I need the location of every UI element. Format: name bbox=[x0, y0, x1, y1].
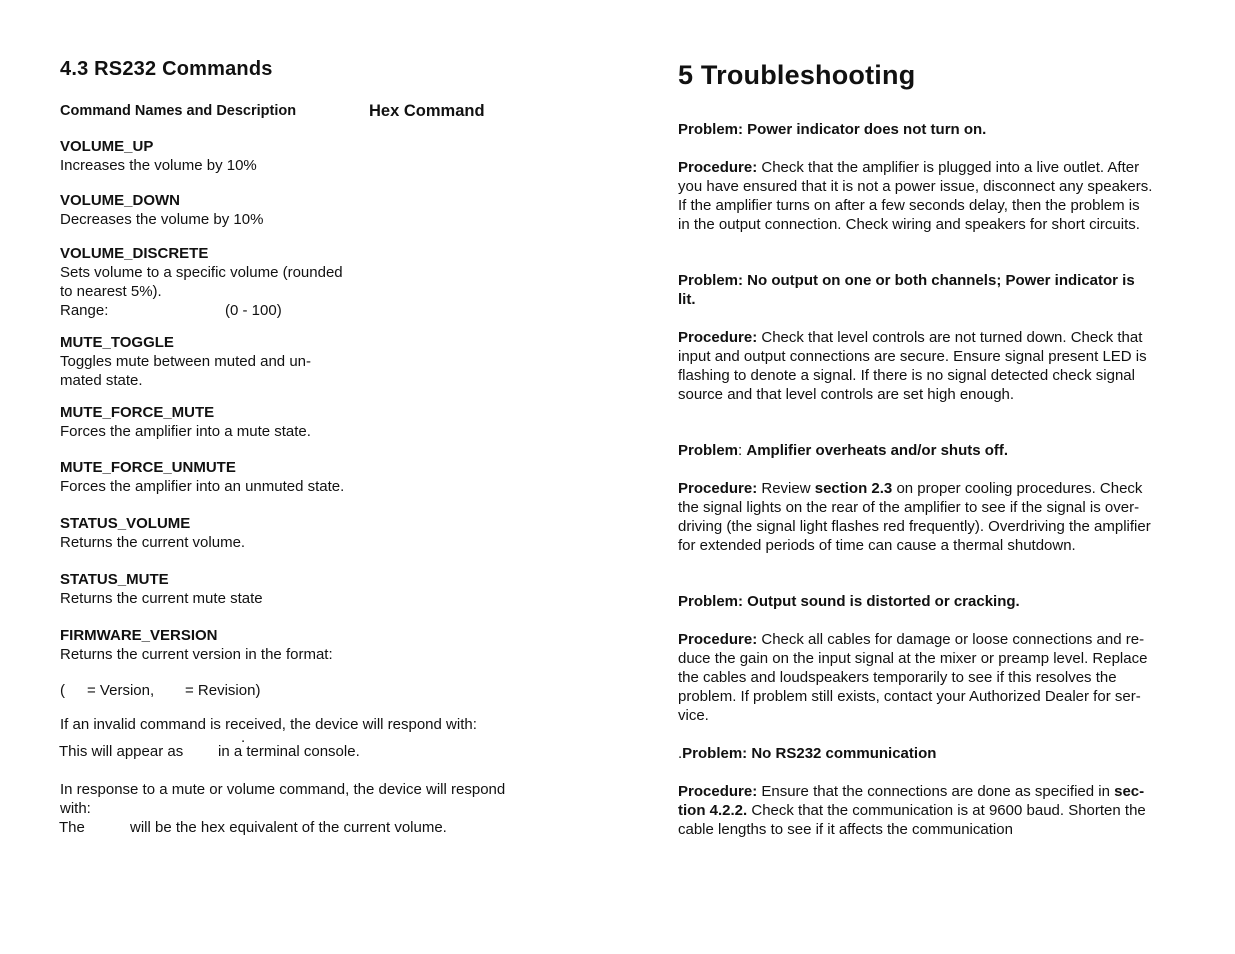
procedure-line: input and output connections are secure. Ensure signal present LED is bbox=[678, 348, 1147, 365]
column-header-names: Command Names and Description bbox=[60, 103, 297, 119]
problem-heading: lit. bbox=[678, 291, 696, 308]
hex-text-b: will be the hex equivalent of the current volume. bbox=[130, 819, 447, 836]
troubleshooting-column bbox=[678, 60, 1178, 839]
section-reference: section 2.3 bbox=[814, 480, 893, 497]
invalid-command-text: If an invalid command is received, the device will respond with: bbox=[60, 716, 477, 733]
procedure-line: Check that the communication is at 9600 baud. Shorten the bbox=[747, 802, 1146, 819]
procedure-label: Procedure: bbox=[678, 159, 758, 176]
problem-block-rs232 bbox=[678, 744, 1178, 839]
procedure-line: duce the gain on the input signal at the mixer or preamp level. Replace bbox=[678, 650, 1148, 667]
hex-equivalent-line bbox=[60, 818, 540, 837]
problem-block-distortion bbox=[678, 592, 1178, 725]
hex-text-a: The bbox=[59, 819, 85, 836]
command-volume-down bbox=[60, 191, 540, 229]
problem-block-no-output bbox=[678, 271, 1178, 404]
problem-heading: Problem: Output sound is distorted or cracking. bbox=[678, 593, 1020, 610]
procedure-text bbox=[678, 479, 1178, 555]
procedure-text bbox=[678, 328, 1178, 404]
procedure-label: Procedure: bbox=[678, 480, 758, 497]
command-name: STATUS_VOLUME bbox=[60, 515, 191, 532]
command-description: Returns the current volume. bbox=[60, 534, 246, 551]
procedure-line: for extended periods of time can cause a thermal shutdown. bbox=[678, 537, 1076, 554]
command-mute-force-mute bbox=[60, 403, 540, 441]
problem-heading bbox=[678, 744, 1178, 763]
command-description: to nearest 5%). bbox=[60, 283, 162, 300]
problem-heading-colon: : bbox=[738, 442, 747, 459]
section-title: 4.3 RS232 Commands bbox=[60, 58, 273, 80]
problem-heading: Problem: Power indicator does not turn on. bbox=[678, 121, 987, 138]
command-name: STATUS_MUTE bbox=[60, 571, 169, 588]
procedure-line: Review bbox=[757, 480, 815, 497]
terminal-text-b: in a terminal console. bbox=[218, 743, 360, 760]
procedure-line: Check that the amplifier is plugged into a live outlet. After bbox=[757, 159, 1140, 176]
procedure-label: Procedure: bbox=[678, 631, 758, 648]
procedure-label: Procedure: bbox=[678, 329, 758, 346]
chapter-title: 5 Troubleshooting bbox=[678, 60, 916, 90]
command-name: FIRMWARE_VERSION bbox=[60, 627, 218, 644]
section-reference: tion 4.2.2. bbox=[678, 802, 748, 819]
procedure-text bbox=[678, 782, 1178, 839]
command-volume-discrete bbox=[60, 244, 540, 320]
procedure-line: the signal lights on the rear of the amplifier to see if the signal is over- bbox=[678, 499, 1140, 516]
range-line bbox=[60, 301, 540, 320]
procedure-line: cable lengths to see if it affects the communication bbox=[678, 821, 1013, 838]
version-format-line bbox=[60, 681, 540, 700]
range-label: Range: bbox=[60, 302, 109, 319]
table-header bbox=[60, 103, 540, 125]
command-volume-up bbox=[60, 137, 540, 175]
procedure-line: driving (the signal light flashes red frequently). Overdriving the amplifier bbox=[678, 518, 1151, 535]
invalid-response-dot: . bbox=[241, 729, 246, 746]
procedure-line: in the output connection. Check wiring and speakers for short circuits. bbox=[678, 216, 1140, 233]
problem-block-overheat bbox=[678, 441, 1178, 555]
command-description: Increases the volume by 10% bbox=[60, 157, 257, 174]
command-status-mute bbox=[60, 570, 540, 608]
problem-heading bbox=[678, 441, 1178, 460]
procedure-line: flashing to denote a signal. If there is no signal detected check signal bbox=[678, 367, 1135, 384]
problem-heading-a: Problem bbox=[678, 442, 739, 459]
command-description: mated state. bbox=[60, 372, 143, 389]
procedure-line: on proper cooling procedures. Check bbox=[892, 480, 1143, 497]
command-mute-toggle bbox=[60, 333, 540, 390]
command-description: Decreases the volume by 10% bbox=[60, 211, 264, 228]
command-description: Sets volume to a specific volume (rounded bbox=[60, 264, 343, 281]
procedure-line: Check that level controls are not turned down. Check that bbox=[757, 329, 1143, 346]
procedure-label: Procedure: bbox=[678, 783, 758, 800]
command-name: VOLUME_DISCRETE bbox=[60, 245, 209, 262]
procedure-line: you have ensured that it is not a power issue, disconnect any speakers. bbox=[678, 178, 1153, 195]
response-text-1: In response to a mute or volume command, the device will respond bbox=[60, 781, 506, 798]
section-reference: sec- bbox=[1114, 783, 1145, 800]
terminal-line bbox=[60, 742, 540, 761]
command-mute-force-unmute bbox=[60, 458, 540, 496]
command-name: VOLUME_DOWN bbox=[60, 192, 180, 209]
column-header-hex: Hex Command bbox=[369, 102, 485, 120]
command-name: MUTE_FORCE_MUTE bbox=[60, 404, 215, 421]
rs232-commands-column bbox=[60, 58, 540, 837]
procedure-line: Ensure that the connections are done as specified in bbox=[757, 783, 1115, 800]
procedure-line: Check all cables for damage or loose connections and re- bbox=[757, 631, 1145, 648]
procedure-text bbox=[678, 158, 1178, 234]
command-name: MUTE_TOGGLE bbox=[60, 334, 174, 351]
problem-prefix: . bbox=[678, 745, 683, 762]
command-description: Returns the current mute state bbox=[60, 590, 263, 607]
command-description: Returns the current version in the format: bbox=[60, 646, 333, 663]
problem-heading: Problem: No output on one or both channels; Power indicator is bbox=[678, 272, 1135, 289]
procedure-line: the cables and loudspeakers temporarily to see if this resolves the bbox=[678, 669, 1117, 686]
format-version: = Version, bbox=[87, 682, 155, 699]
problem-block-power bbox=[678, 120, 1178, 234]
command-name: MUTE_FORCE_UNMUTE bbox=[60, 459, 236, 476]
command-description: Forces the amplifier into a mute state. bbox=[60, 423, 311, 440]
procedure-line: vice. bbox=[678, 707, 709, 724]
procedure-line: If the amplifier turns on after a few seconds delay, then the problem is bbox=[678, 197, 1140, 214]
command-name: VOLUME_UP bbox=[60, 138, 154, 155]
format-revision: = Revision) bbox=[185, 682, 261, 699]
procedure-text bbox=[678, 630, 1178, 725]
range-value: (0 - 100) bbox=[225, 302, 282, 319]
command-firmware-version bbox=[60, 626, 540, 664]
terminal-text-a: This will appear as bbox=[59, 743, 184, 760]
format-open-paren: ( bbox=[60, 682, 65, 699]
command-description: Toggles mute between muted and un- bbox=[60, 353, 311, 370]
problem-heading-text: Problem: No RS232 communication bbox=[682, 745, 937, 762]
response-text-2: with: bbox=[60, 800, 91, 817]
procedure-line: source and that level controls are set high enough. bbox=[678, 386, 1015, 403]
problem-heading-c: Amplifier overheats and/or shuts off. bbox=[746, 442, 1009, 459]
command-status-volume bbox=[60, 514, 540, 552]
command-description: Forces the amplifier into an unmuted state. bbox=[60, 478, 345, 495]
procedure-line: problem. If problem still exists, contact your Authorized Dealer for ser- bbox=[678, 688, 1141, 705]
